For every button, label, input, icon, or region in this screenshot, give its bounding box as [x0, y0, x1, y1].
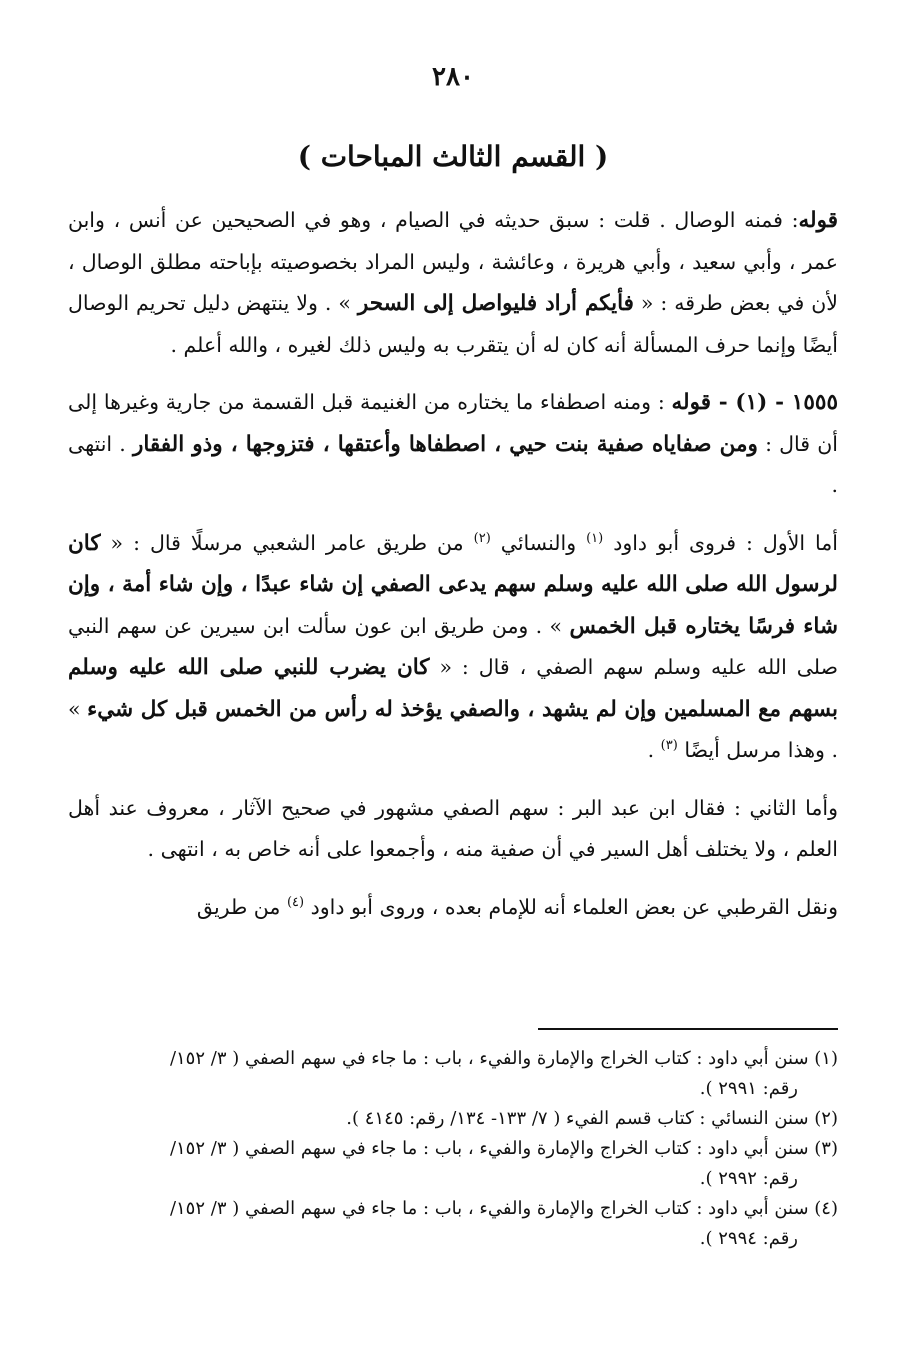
- hadith-quote: كان لرسول الله صلى الله عليه وسلم سهم يدعى الصفي إن شاء عبدًا ، وإن شاء أمة ، وإن شاء فرسًا يختاره قبل الخمس: [68, 530, 838, 639]
- footnote-continuation: رقم: ٢٩٩٤ ).: [699, 1228, 798, 1249]
- footnote-ref[interactable]: (٢): [473, 530, 491, 546]
- book-page: [68, 0, 838, 1364]
- text-run: .: [647, 738, 661, 762]
- lead-term: قوله: [798, 208, 838, 233]
- text-run: : ومنه اصطفاء ما يختاره من الغنيمة قبل القسمة من جارية وغيرها إلى أن قال :: [68, 390, 838, 456]
- footnote-text: (٣) سنن أبي داود : كتاب الخراج والإمارة والفيء ، باب : ما جاء في سهم الصفي ( ٣/ ١٥٢/: [169, 1138, 838, 1159]
- paragraph-qurtubi: [68, 887, 838, 929]
- text-run: . انتهى .: [68, 431, 838, 497]
- main-text: [68, 200, 838, 928]
- footnote: [68, 1194, 838, 1254]
- footnote-ref[interactable]: (٣): [660, 738, 678, 754]
- text-run: » . وهذا مرسل أيضًا: [68, 696, 838, 762]
- footnote-continuation: رقم: ٢٩٩١ ).: [699, 1078, 798, 1099]
- hadith-quote: ومن صفاياه صفية بنت حيي ، اصطفاها وأعتقها ، فتزوجها ، وذو الفقار: [132, 431, 758, 457]
- footnotes: [68, 1044, 838, 1254]
- paragraph-second: وأما الثاني : فقال ابن عبد البر : سهم الصفي مشهور في صحيح الآثار ، معروف عند أهل العلم ، ولا يختلف أهل السير في أن صفية منه ، وأجمعوا على أنه خاص به ، انتهى .: [68, 795, 838, 861]
- footnote: [68, 1134, 838, 1194]
- text-run: : فمنه الوصال . قلت : سبق حديثه في الصيام ، وهو في الصحيحين عن أنس ، وابن عمر ، وأبي سعيد ، وأبي هريرة ، وعائشة ، وليس المراد بخصوصيته بإباحته مطلق الوصال ، لأن في بعض طرقه : «: [68, 208, 838, 315]
- text-run: » . ولا ينتهض دليل تحريم الوصال أيضًا وإنما حرف المسألة أنه كان له أن يتقرب به وليس ذلك لغيره ، والله أعلم .: [68, 291, 838, 357]
- paragraph-1555: [68, 382, 838, 507]
- text-run: أما الأول : فروى أبو داود: [613, 530, 838, 555]
- text-run: والنسائي: [500, 530, 587, 555]
- footnote-separator: [538, 1028, 838, 1030]
- footnote-continuation: رقم: ٢٩٩٢ ).: [699, 1168, 798, 1189]
- text-run: من طريق: [196, 894, 281, 919]
- footnote-text: (١) سنن أبي داود : كتاب الخراج والإمارة والفيء ، باب : ما جاء في سهم الصفي ( ٣/ ١٥٢/: [169, 1048, 838, 1069]
- paragraph-first: [68, 523, 838, 772]
- paragraph-wisal: [68, 200, 838, 366]
- text-run: ونقل القرطبي عن بعض العلماء أنه للإمام بعده ، وروى أبو داود: [310, 894, 838, 919]
- footnote: [68, 1044, 838, 1104]
- footnote-ref[interactable]: (٤): [286, 894, 305, 910]
- hadith-number: ١٥٥٥ - (١) - قوله: [671, 390, 838, 415]
- footnote: [68, 1104, 838, 1134]
- hadith-quote: كان يضرب للنبي صلى الله عليه وسلم بسهم مع المسلمين وإن لم يشهد ، والصفي يؤخذ له رأس من الخمس قبل كل شيء: [68, 655, 838, 722]
- footnote-text: (٢) سنن النسائي : كتاب قسم الفيء ( ٧/ ١٣٣- ١٣٤/ رقم: ٤١٤٥ ).: [346, 1108, 838, 1129]
- section-title: ( القسم الثالث المباحات ): [297, 140, 609, 173]
- text-run: من طريق عامر الشعبي مرسلًا قال : «: [100, 530, 474, 555]
- text-run: » . ومن طريق ابن عون سألت ابن سيرين عن سهم النبي صلى الله عليه وسلم سهم الصفي ، قال : «: [68, 613, 838, 679]
- page-number: ٢٨٠: [432, 62, 474, 92]
- footnote-text: (٤) سنن أبي داود : كتاب الخراج والإمارة والفيء ، باب : ما جاء في سهم الصفي ( ٣/ ١٥٢/: [169, 1198, 838, 1219]
- hadith-quote: فأيكم أراد فليواصل إلى السحر: [357, 291, 634, 316]
- footnote-ref[interactable]: (١): [586, 530, 604, 546]
